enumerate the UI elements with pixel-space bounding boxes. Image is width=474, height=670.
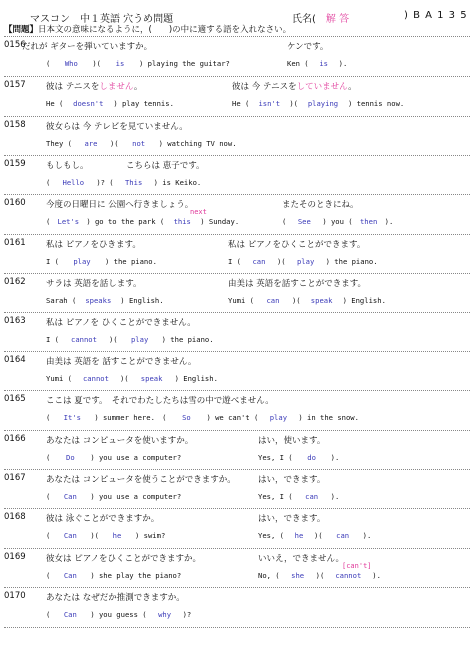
question-number: 0164 bbox=[4, 355, 26, 365]
question-japanese: あなたは コンピュータを使いますか。 bbox=[46, 436, 194, 446]
question-japanese: ここは 夏です。 それでわたしたちは雪の中で遊べません。 bbox=[46, 396, 274, 406]
answer-japanese: はい，できます。 bbox=[258, 514, 326, 524]
question-0165 bbox=[0, 391, 474, 430]
answer-english: Yes, ( he )( can ). bbox=[258, 531, 372, 540]
answer-blank: See bbox=[297, 217, 311, 226]
question-number: 0169 bbox=[4, 552, 26, 562]
question-number: 0170 bbox=[4, 591, 26, 601]
question-japanese: あなたは コンピュータを使うことができますか。 bbox=[46, 475, 236, 485]
answer-japanese: いいえ，できません。 bbox=[258, 554, 345, 564]
question-english: ( It's ) summer here. ( So ) we can't ( play ) in the snow. bbox=[46, 413, 359, 422]
answer-blank: cannot bbox=[82, 374, 109, 383]
question-0166 bbox=[0, 431, 474, 470]
question-number: 0158 bbox=[4, 120, 26, 130]
question-english: ( Can ) she play the piano? bbox=[46, 571, 182, 580]
question-number: 0156 bbox=[4, 40, 26, 50]
divider bbox=[4, 627, 470, 628]
answer-japanese: 彼は 今 テニスをしていません。 bbox=[232, 82, 357, 92]
question-japanese-2: こちらは 恵子です。 bbox=[126, 161, 205, 171]
question-japanese: 私は ピアノを ひくことができません。 bbox=[46, 318, 196, 328]
question-english: ( Can )( he ) swim? bbox=[46, 531, 166, 540]
answer-blank: do bbox=[307, 453, 316, 462]
answer-english: No, ( she )( cannot ). bbox=[258, 571, 381, 580]
question-japanese: 彼女は ピアノをひくことができますか。 bbox=[46, 554, 202, 564]
answer-blank: play bbox=[73, 257, 91, 266]
answer-blank: play bbox=[296, 257, 315, 266]
answer-blank: So bbox=[182, 413, 191, 422]
answer-blank: cannot bbox=[335, 571, 362, 580]
question-japanese: 彼女らは 今 テレビを見ていません。 bbox=[46, 122, 188, 132]
answer-blank: speaks bbox=[85, 296, 112, 305]
question-0168 bbox=[0, 509, 474, 548]
answer-blank: Can bbox=[63, 571, 77, 580]
question-0156 bbox=[0, 37, 474, 76]
question-number: 0160 bbox=[4, 198, 26, 208]
page-header bbox=[0, 10, 474, 24]
question-english: ( Who )( is ) playing the guitar? bbox=[46, 59, 230, 68]
question-0169 bbox=[0, 549, 474, 588]
answer-blank: Can bbox=[63, 531, 77, 540]
answer-blank: Can bbox=[63, 610, 77, 619]
question-japanese: 彼は 泳ぐことができますか。 bbox=[46, 514, 160, 524]
answer-blank: he bbox=[112, 531, 122, 540]
answer-blank: can bbox=[266, 296, 280, 305]
answer-blank: speak bbox=[140, 374, 163, 383]
question-number: 0159 bbox=[4, 159, 26, 169]
name-field bbox=[292, 10, 349, 25]
question-0157 bbox=[0, 77, 474, 116]
question-number: 0157 bbox=[4, 80, 26, 90]
answer-blank: Hello bbox=[62, 178, 85, 187]
answer-blank: she bbox=[291, 571, 305, 580]
question-0160 bbox=[0, 195, 474, 234]
question-japanese: だれが ギターを弾いていますか。 bbox=[22, 42, 153, 52]
margin-note: next bbox=[190, 208, 207, 216]
question-japanese: 由美は 英語を 話すことができません。 bbox=[46, 357, 197, 367]
answer-blank: isn't bbox=[258, 99, 281, 108]
question-number: 0163 bbox=[4, 316, 26, 326]
question-number: 0161 bbox=[4, 238, 26, 248]
question-english: Sarah ( speaks ) English. bbox=[46, 296, 164, 305]
question-0170 bbox=[0, 588, 474, 627]
question-english: ( Hello )? ( This ) is Keiko. bbox=[46, 178, 202, 187]
question-number: 0168 bbox=[4, 512, 26, 522]
answer-blank: Who bbox=[64, 59, 78, 68]
question-0162 bbox=[0, 274, 474, 313]
answer-blank: can bbox=[305, 492, 319, 501]
question-0167 bbox=[0, 470, 474, 509]
answer-japanese: ケンです。 bbox=[287, 42, 329, 52]
answer-japanese: 由美は 英語を話すことができます。 bbox=[228, 279, 367, 289]
instruction-tag: 【問題】 bbox=[4, 25, 39, 35]
answer-blank: play bbox=[130, 335, 149, 344]
answer-japanese: はい，できます。 bbox=[258, 475, 326, 485]
question-number: 0165 bbox=[4, 394, 26, 404]
question-japanese: もしもし。 bbox=[46, 161, 89, 171]
answer-blank: can bbox=[336, 531, 350, 540]
answer-blank: why bbox=[158, 610, 172, 619]
question-english: ( Can ) you use a computer? bbox=[46, 492, 182, 501]
question-english: ( Do ) you use a computer? bbox=[46, 453, 182, 462]
answer-blank: It's bbox=[63, 413, 81, 422]
answer-english: Ken ( is ). bbox=[287, 59, 348, 68]
answer-english: ( See ) you ( then ). bbox=[282, 217, 394, 226]
answer-japanese: またそのときにね。 bbox=[282, 200, 359, 210]
margin-note: [can't] bbox=[342, 562, 372, 570]
worksheet-code: ) B A 1 3 5 bbox=[404, 10, 468, 21]
question-english: They ( are )( not ) watching TV now. bbox=[46, 139, 237, 148]
answer-blank: are bbox=[84, 139, 98, 148]
answer-english: I ( can )( play ) the piano. bbox=[228, 257, 378, 266]
question-0164 bbox=[0, 352, 474, 391]
answer-label: 解 答 bbox=[325, 14, 350, 25]
question-english: I ( play ) the piano. bbox=[46, 257, 157, 266]
answer-blank: playing bbox=[307, 99, 339, 108]
answer-blank: Can bbox=[63, 492, 77, 501]
question-number: 0162 bbox=[4, 277, 26, 287]
question-japanese: サラは 英語を話します。 bbox=[46, 279, 142, 289]
answer-blank: can bbox=[252, 257, 266, 266]
question-0163 bbox=[0, 313, 474, 352]
answer-blank: is bbox=[115, 59, 125, 68]
answer-english: He ( isn't )( playing ) tennis now. bbox=[232, 99, 405, 108]
question-english: He ( doesn't ) play tennis. bbox=[46, 99, 174, 108]
question-number: 0167 bbox=[4, 473, 26, 483]
answer-blank: speak bbox=[310, 296, 333, 305]
answer-blank: Let's bbox=[57, 217, 80, 226]
question-0158 bbox=[0, 117, 474, 156]
answer-english: Yes, I ( do ). bbox=[258, 453, 340, 462]
question-english: Yumi ( cannot )( speak ) English. bbox=[46, 374, 218, 383]
question-english: ( Can ) you guess ( why )? bbox=[46, 610, 192, 619]
question-0159 bbox=[0, 156, 474, 195]
answer-blank: This bbox=[124, 178, 143, 187]
answer-english: Yumi ( can )( speak ) English. bbox=[228, 296, 386, 305]
answer-blank: play bbox=[269, 413, 288, 422]
answer-blank: doesn't bbox=[73, 99, 104, 108]
worksheet-title: マスコン 中１英語 穴うめ問題 bbox=[30, 14, 174, 25]
question-english: I ( cannot )( play ) the piano. bbox=[46, 335, 214, 344]
answer-blank: this bbox=[173, 217, 191, 226]
question-japanese: 今度の日曜日に 公園へ行きましょう。 bbox=[46, 200, 194, 210]
answer-blank: Do bbox=[66, 453, 75, 462]
question-japanese: 私は ピアノをひきます。 bbox=[46, 240, 141, 250]
name-label: 氏名( bbox=[292, 14, 316, 25]
question-0161 bbox=[0, 235, 474, 274]
answer-blank: then bbox=[359, 217, 378, 226]
answer-blank: he bbox=[294, 531, 304, 540]
question-japanese: あなたは なぜだか推測できますか。 bbox=[46, 593, 185, 603]
question-number: 0166 bbox=[4, 434, 26, 444]
question-japanese: 彼は テニスをしません。 bbox=[46, 82, 143, 92]
question-english: ( Let's ) go to the park ( this ) Sunday. bbox=[46, 217, 240, 226]
answer-english: Yes, I ( can ). bbox=[258, 492, 340, 501]
answer-blank: not bbox=[132, 139, 146, 148]
instruction-text: 日本文の意味になるように，( )の中に適する語を入れなさい。 bbox=[38, 25, 292, 35]
instruction bbox=[4, 23, 291, 35]
answer-blank: cannot bbox=[71, 335, 97, 344]
answer-japanese: 私は ピアノをひくことができます。 bbox=[228, 240, 366, 250]
answer-blank: is bbox=[319, 59, 328, 68]
answer-japanese: はい，使います。 bbox=[258, 436, 326, 446]
